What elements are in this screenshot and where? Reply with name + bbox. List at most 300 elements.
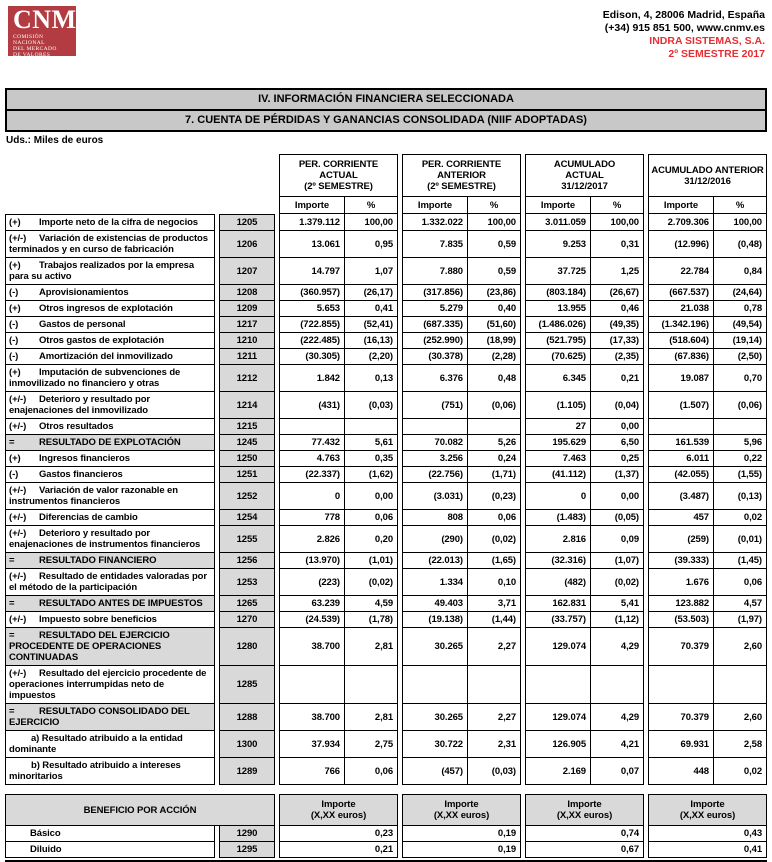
cell-value [402, 419, 468, 435]
row-code: 1253 [219, 569, 275, 596]
cell-value: 0,09 [591, 526, 644, 553]
cell-value: (252.990) [402, 333, 468, 349]
cell-value: (518.604) [648, 333, 714, 349]
cell-value: (19.138) [402, 612, 468, 628]
cell-value: (12.996) [648, 231, 714, 258]
row-label: b) Resultado atribuido a intereses minoritarios [5, 758, 215, 785]
cell-value: 2.709.306 [648, 214, 714, 231]
cnmv-logo-acronym: CNMV [13, 5, 96, 34]
cell-value [714, 666, 767, 704]
cell-value: (2,50) [714, 349, 767, 365]
cell-value: 30.265 [402, 628, 468, 666]
cell-value: 22.784 [648, 258, 714, 285]
cell-value: 4,29 [591, 704, 644, 731]
cell-value: 2.816 [525, 526, 591, 553]
cell-value: (687.335) [402, 317, 468, 333]
cell-value [402, 666, 468, 704]
header-phone-web: (+34) 915 851 500, www.cnmv.es [604, 22, 765, 34]
cell-value: 7.835 [402, 231, 468, 258]
cell-value: 0,06 [714, 569, 767, 596]
cell-value: 448 [648, 758, 714, 785]
column-group-header: ACUMULADO ANTERIOR 31/12/2016 [648, 154, 767, 197]
cell-value: 162.831 [525, 596, 591, 612]
cell-value: 7.463 [525, 451, 591, 467]
cell-value: 1,07 [345, 258, 398, 285]
column-subheader: % [591, 197, 644, 214]
cell-value: 0,31 [591, 231, 644, 258]
cell-value: (0,02) [345, 569, 398, 596]
row-label: = RESULTADO DEL EJERCICIO PROCEDENTE DE OPERACIONES CONTINUADAS [5, 628, 215, 666]
cell-value: (49,54) [714, 317, 767, 333]
cell-value: (32.316) [525, 553, 591, 569]
cell-value: 0,13 [345, 365, 398, 392]
cell-value: (18,99) [468, 333, 521, 349]
cell-value: 0,06 [468, 510, 521, 526]
column-group-header: ACUMULADO ACTUAL 31/12/2017 [525, 154, 644, 197]
company-name: INDRA SISTEMAS, S.A. [649, 35, 765, 47]
cell-value: (26,67) [591, 285, 644, 301]
cell-value: 37.934 [279, 731, 345, 758]
cell-value: 30.722 [402, 731, 468, 758]
row-code: 1251 [219, 467, 275, 483]
row-code: 1209 [219, 301, 275, 317]
cell-value: (1,37) [591, 467, 644, 483]
cell-value: 6.345 [525, 365, 591, 392]
cell-value: 766 [279, 758, 345, 785]
cell-value: (1,78) [345, 612, 398, 628]
cell-value: 49.403 [402, 596, 468, 612]
cell-value: (1.507) [648, 392, 714, 419]
row-code: 1256 [219, 553, 275, 569]
column-subheader: Importe [648, 197, 714, 214]
cell-value: 5,26 [468, 435, 521, 451]
cell-value: 3.011.059 [525, 214, 591, 231]
cell-value: (290) [402, 526, 468, 553]
cell-value [279, 666, 345, 704]
cell-value: (0,03) [345, 392, 398, 419]
row-code: 1205 [219, 214, 275, 231]
cell-value: (0,03) [468, 758, 521, 785]
row-code: 1217 [219, 317, 275, 333]
cell-value: 70.379 [648, 628, 714, 666]
cell-value: 9.253 [525, 231, 591, 258]
report-period: 2º SEMESTRE 2017 [668, 48, 765, 60]
row-code: 1250 [219, 451, 275, 467]
cell-value: 3.256 [402, 451, 468, 467]
cell-value: (722.855) [279, 317, 345, 333]
cell-value: 0,19 [402, 826, 521, 842]
cell-value: (33.757) [525, 612, 591, 628]
cell-value: 0 [279, 483, 345, 510]
cell-value: (1.486.026) [525, 317, 591, 333]
row-label: a) Resultado atribuido a la entidad dominante [5, 731, 215, 758]
section-title: IV. INFORMACIÓN FINANCIERA SELECCIONADA [7, 90, 765, 109]
cell-value [591, 666, 644, 704]
cell-value: 70.379 [648, 704, 714, 731]
cell-value: 0,06 [345, 510, 398, 526]
cell-value: (22.756) [402, 467, 468, 483]
cell-value: (2,20) [345, 349, 398, 365]
earnings-per-share-table [5, 794, 767, 858]
cell-value: 0,21 [279, 842, 398, 858]
row-label: (+/-) Deterioro y resultado por enajenaciones de instrumentos financieros [5, 526, 215, 553]
cell-value: 5,96 [714, 435, 767, 451]
cell-value: (3.487) [648, 483, 714, 510]
cell-value: 5.653 [279, 301, 345, 317]
cell-value: (39.333) [648, 553, 714, 569]
cell-value: (1,71) [468, 467, 521, 483]
row-label: (+/-) Resultado de entidades valoradas por el método de la participación [5, 569, 215, 596]
cell-value: 0,19 [402, 842, 521, 858]
cell-value: (1,44) [468, 612, 521, 628]
cell-value: 70.082 [402, 435, 468, 451]
header-contact-block [603, 6, 765, 61]
cell-value: 0,48 [468, 365, 521, 392]
column-group-header: PER. CORRIENTE ACTUAL (2º SEMESTRE) [279, 154, 398, 197]
cell-value: 7.880 [402, 258, 468, 285]
column-subheader: % [714, 197, 767, 214]
cell-value: 100,00 [468, 214, 521, 231]
cell-value: (1,07) [591, 553, 644, 569]
cell-value [279, 419, 345, 435]
cell-value: (30.378) [402, 349, 468, 365]
cell-value: 0,41 [648, 842, 767, 858]
cell-value: 0,23 [279, 826, 398, 842]
cell-value: 2,27 [468, 628, 521, 666]
cell-value: (1,12) [591, 612, 644, 628]
cell-value: (0,02) [591, 569, 644, 596]
cell-value: (0,05) [591, 510, 644, 526]
cell-value: 808 [402, 510, 468, 526]
row-code: 1252 [219, 483, 275, 510]
eps-title: BENEFICIO POR ACCIÓN [5, 794, 275, 826]
row-label: = RESULTADO DE EXPLOTACIÓN [5, 435, 215, 451]
document-header [5, 4, 767, 84]
cell-value: 38.700 [279, 704, 345, 731]
cell-value: (1,65) [468, 553, 521, 569]
cell-value: 1.332.022 [402, 214, 468, 231]
cell-value: 2,27 [468, 704, 521, 731]
cell-value: (51,60) [468, 317, 521, 333]
section-title-bars [5, 88, 767, 132]
cell-value: 13.061 [279, 231, 345, 258]
row-code: 1245 [219, 435, 275, 451]
row-label: (+) Otros ingresos de explotación [5, 301, 215, 317]
cell-value: (24.539) [279, 612, 345, 628]
row-label: Diluido [5, 842, 215, 858]
cell-value: 0,00 [591, 419, 644, 435]
cell-value: 2.169 [525, 758, 591, 785]
cell-value: 457 [648, 510, 714, 526]
column-subheader: Importe [279, 197, 345, 214]
cell-value: 0,59 [468, 231, 521, 258]
row-label: (-) Amortización del inmovilizado [5, 349, 215, 365]
cell-value: (1,97) [714, 612, 767, 628]
cell-value: (431) [279, 392, 345, 419]
row-code: 1254 [219, 510, 275, 526]
cell-value: (41.112) [525, 467, 591, 483]
cell-value [648, 666, 714, 704]
cell-value: 1.676 [648, 569, 714, 596]
cell-value: 0,24 [468, 451, 521, 467]
cell-value: (0,02) [468, 526, 521, 553]
cell-value: 778 [279, 510, 345, 526]
cell-value: 0,20 [345, 526, 398, 553]
cell-value: (1,01) [345, 553, 398, 569]
row-label: (+/-) Deterioro y resultado por enajenaciones del inmovilizado [5, 392, 215, 419]
row-code: 1285 [219, 666, 275, 704]
cell-value: (2,28) [468, 349, 521, 365]
cell-value: 5,61 [345, 435, 398, 451]
cell-value: (259) [648, 526, 714, 553]
cell-value: 100,00 [591, 214, 644, 231]
header-spacer [219, 197, 275, 214]
cell-value: 1,25 [591, 258, 644, 285]
cell-value: 30.265 [402, 704, 468, 731]
row-code: 1210 [219, 333, 275, 349]
eps-col-header: Importe (X,XX euros) [402, 794, 521, 826]
cell-value: 126.905 [525, 731, 591, 758]
cell-value: 0,35 [345, 451, 398, 467]
cell-value: 19.087 [648, 365, 714, 392]
row-code: 1290 [219, 826, 275, 842]
cell-value: (317.856) [402, 285, 468, 301]
cell-value: (482) [525, 569, 591, 596]
cell-value: (0,01) [714, 526, 767, 553]
cell-value [648, 419, 714, 435]
cell-value: 123.882 [648, 596, 714, 612]
row-code: 1289 [219, 758, 275, 785]
cell-value: 2,60 [714, 704, 767, 731]
cnmv-logo-subtitle: COMISIÓN NACIONAL DEL MERCADO DE VALORES [13, 34, 57, 58]
column-subheader: Importe [402, 197, 468, 214]
cell-value: 0 [525, 483, 591, 510]
cell-value: 0,43 [648, 826, 767, 842]
cell-value: 1.379.112 [279, 214, 345, 231]
row-label: (+) Trabajos realizados por la empresa para su activo [5, 258, 215, 285]
row-label: = RESULTADO FINANCIERO [5, 553, 215, 569]
cell-value [468, 666, 521, 704]
header-address: Edison, 4, 28006 Madrid, España [602, 9, 765, 21]
cell-value: (0,06) [714, 392, 767, 419]
cell-value: 2,31 [468, 731, 521, 758]
cell-value: 3,71 [468, 596, 521, 612]
row-label: Básico [5, 826, 215, 842]
cell-value: 69.931 [648, 731, 714, 758]
cell-value: (667.537) [648, 285, 714, 301]
row-label: (-) Gastos financieros [5, 467, 215, 483]
cell-value [345, 419, 398, 435]
cell-value: 0,95 [345, 231, 398, 258]
subsection-title: 7. CUENTA DE PÉRDIDAS Y GANANCIAS CONSOLIDADA (NIIF ADOPTADAS) [7, 109, 765, 130]
cell-value: (1,45) [714, 553, 767, 569]
cell-value: 4,59 [345, 596, 398, 612]
cell-value: 2.826 [279, 526, 345, 553]
cell-value: 38.700 [279, 628, 345, 666]
cell-value: 4,29 [591, 628, 644, 666]
cell-value: (1,62) [345, 467, 398, 483]
cell-value: (0,13) [714, 483, 767, 510]
cell-value: 2,81 [345, 628, 398, 666]
cell-value: (13.970) [279, 553, 345, 569]
row-label: (+/-) Resultado del ejercicio procedente de operaciones interrumpidas neto de impuestos [5, 666, 215, 704]
row-label: (-) Otros gastos de explotación [5, 333, 215, 349]
cell-value: (19,14) [714, 333, 767, 349]
cell-value: 21.038 [648, 301, 714, 317]
cell-value: 27 [525, 419, 591, 435]
cell-value: 0,41 [345, 301, 398, 317]
row-label: (+) Importe neto de la cifra de negocios [5, 214, 215, 231]
row-label: = RESULTADO ANTES DE IMPUESTOS [5, 596, 215, 612]
eps-col-header: Importe (X,XX euros) [648, 794, 767, 826]
header-spacer [219, 154, 275, 197]
profit-loss-table [5, 154, 767, 785]
cell-value: (16,13) [345, 333, 398, 349]
row-label: (+/-) Otros resultados [5, 419, 215, 435]
cell-value: (49,35) [591, 317, 644, 333]
row-label: (-) Gastos de personal [5, 317, 215, 333]
row-label: (-) Aprovisionamientos [5, 285, 215, 301]
cell-value: 0,70 [714, 365, 767, 392]
row-code: 1265 [219, 596, 275, 612]
cell-value: 2,58 [714, 731, 767, 758]
cell-value: 195.629 [525, 435, 591, 451]
cell-value: 14.797 [279, 258, 345, 285]
cell-value: 5.279 [402, 301, 468, 317]
cell-value: 0,59 [468, 258, 521, 285]
cell-value: 129.074 [525, 628, 591, 666]
cell-value: (17,33) [591, 333, 644, 349]
cell-value: (52,41) [345, 317, 398, 333]
cell-value: 100,00 [714, 214, 767, 231]
cell-value: 4,21 [591, 731, 644, 758]
row-code: 1206 [219, 231, 275, 258]
cell-value: (0,04) [591, 392, 644, 419]
cell-value [525, 666, 591, 704]
cell-value: (1.105) [525, 392, 591, 419]
cell-value: (1.342.196) [648, 317, 714, 333]
row-code: 1300 [219, 731, 275, 758]
cell-value: (222.485) [279, 333, 345, 349]
cell-value: 0,00 [591, 483, 644, 510]
header-spacer [5, 197, 215, 214]
cell-value: 6.011 [648, 451, 714, 467]
cell-value: 0,00 [345, 483, 398, 510]
eps-col-header: Importe (X,XX euros) [279, 794, 398, 826]
cell-value: 0,02 [714, 758, 767, 785]
cell-value: (1,55) [714, 467, 767, 483]
cell-value: (22.337) [279, 467, 345, 483]
cell-value: 0,02 [714, 510, 767, 526]
cell-value: 0,67 [525, 842, 644, 858]
cell-value: (2,35) [591, 349, 644, 365]
cell-value: 129.074 [525, 704, 591, 731]
cell-value: 2,75 [345, 731, 398, 758]
cell-value: 0,84 [714, 258, 767, 285]
cell-value: (24,64) [714, 285, 767, 301]
row-code: 1211 [219, 349, 275, 365]
cell-value: (70.625) [525, 349, 591, 365]
cell-value: (22.013) [402, 553, 468, 569]
row-code: 1215 [219, 419, 275, 435]
cell-value: (26,17) [345, 285, 398, 301]
row-code: 1212 [219, 365, 275, 392]
cell-value: (521.795) [525, 333, 591, 349]
cell-value: (23,86) [468, 285, 521, 301]
cell-value: 0,78 [714, 301, 767, 317]
cell-value: 0,25 [591, 451, 644, 467]
cell-value: (30.305) [279, 349, 345, 365]
cell-value: 0,21 [591, 365, 644, 392]
units-label: Uds.: Miles de euros [6, 135, 104, 146]
cell-value: (0,06) [468, 392, 521, 419]
cell-value: 0,40 [468, 301, 521, 317]
cell-value: 0,06 [345, 758, 398, 785]
cell-value: 6.376 [402, 365, 468, 392]
cell-value: (457) [402, 758, 468, 785]
row-label: (+/-) Diferencias de cambio [5, 510, 215, 526]
row-label: = RESULTADO CONSOLIDADO DEL EJERCICIO [5, 704, 215, 731]
row-code: 1208 [219, 285, 275, 301]
cell-value: 5,41 [591, 596, 644, 612]
cell-value: 0,07 [591, 758, 644, 785]
cell-value: (0,23) [468, 483, 521, 510]
row-label: (+/-) Variación de valor razonable en instrumentos financieros [5, 483, 215, 510]
cell-value: 100,00 [345, 214, 398, 231]
cell-value [345, 666, 398, 704]
column-subheader: % [345, 197, 398, 214]
cell-value: 2,81 [345, 704, 398, 731]
cell-value: 0,22 [714, 451, 767, 467]
header-spacer [5, 154, 215, 197]
row-code: 1295 [219, 842, 275, 858]
row-code: 1207 [219, 258, 275, 285]
eps-col-header: Importe (X,XX euros) [525, 794, 644, 826]
row-label: (+) Imputación de subvenciones de inmovilizado no financiero y otras [5, 365, 215, 392]
cell-value: 13.955 [525, 301, 591, 317]
cell-value: 77.432 [279, 435, 345, 451]
cell-value [468, 419, 521, 435]
cell-value: (751) [402, 392, 468, 419]
column-subheader: Importe [525, 197, 591, 214]
cell-value: (42.055) [648, 467, 714, 483]
row-label: (+/-) Impuesto sobre beneficios [5, 612, 215, 628]
cell-value: 0,46 [591, 301, 644, 317]
cell-value: (3.031) [402, 483, 468, 510]
column-group-header: PER. CORRIENTE ANTERIOR (2º SEMESTRE) [402, 154, 521, 197]
cell-value: 2,60 [714, 628, 767, 666]
cell-value: (67.836) [648, 349, 714, 365]
cell-value: (223) [279, 569, 345, 596]
cell-value: 4.763 [279, 451, 345, 467]
row-code: 1270 [219, 612, 275, 628]
cell-value [714, 419, 767, 435]
row-code: 1288 [219, 704, 275, 731]
cell-value: 37.725 [525, 258, 591, 285]
cell-value: 0,74 [525, 826, 644, 842]
cell-value: (803.184) [525, 285, 591, 301]
row-label: (+) Ingresos financieros [5, 451, 215, 467]
cell-value: 4,57 [714, 596, 767, 612]
cell-value: (0,48) [714, 231, 767, 258]
cell-value: (1.483) [525, 510, 591, 526]
row-label: (+/-) Variación de existencias de productos terminados y en curso de fabricación [5, 231, 215, 258]
cnmv-logo [8, 5, 96, 58]
column-subheader: % [468, 197, 521, 214]
cell-value: 1.842 [279, 365, 345, 392]
cell-value: 63.239 [279, 596, 345, 612]
cell-value: (360.957) [279, 285, 345, 301]
